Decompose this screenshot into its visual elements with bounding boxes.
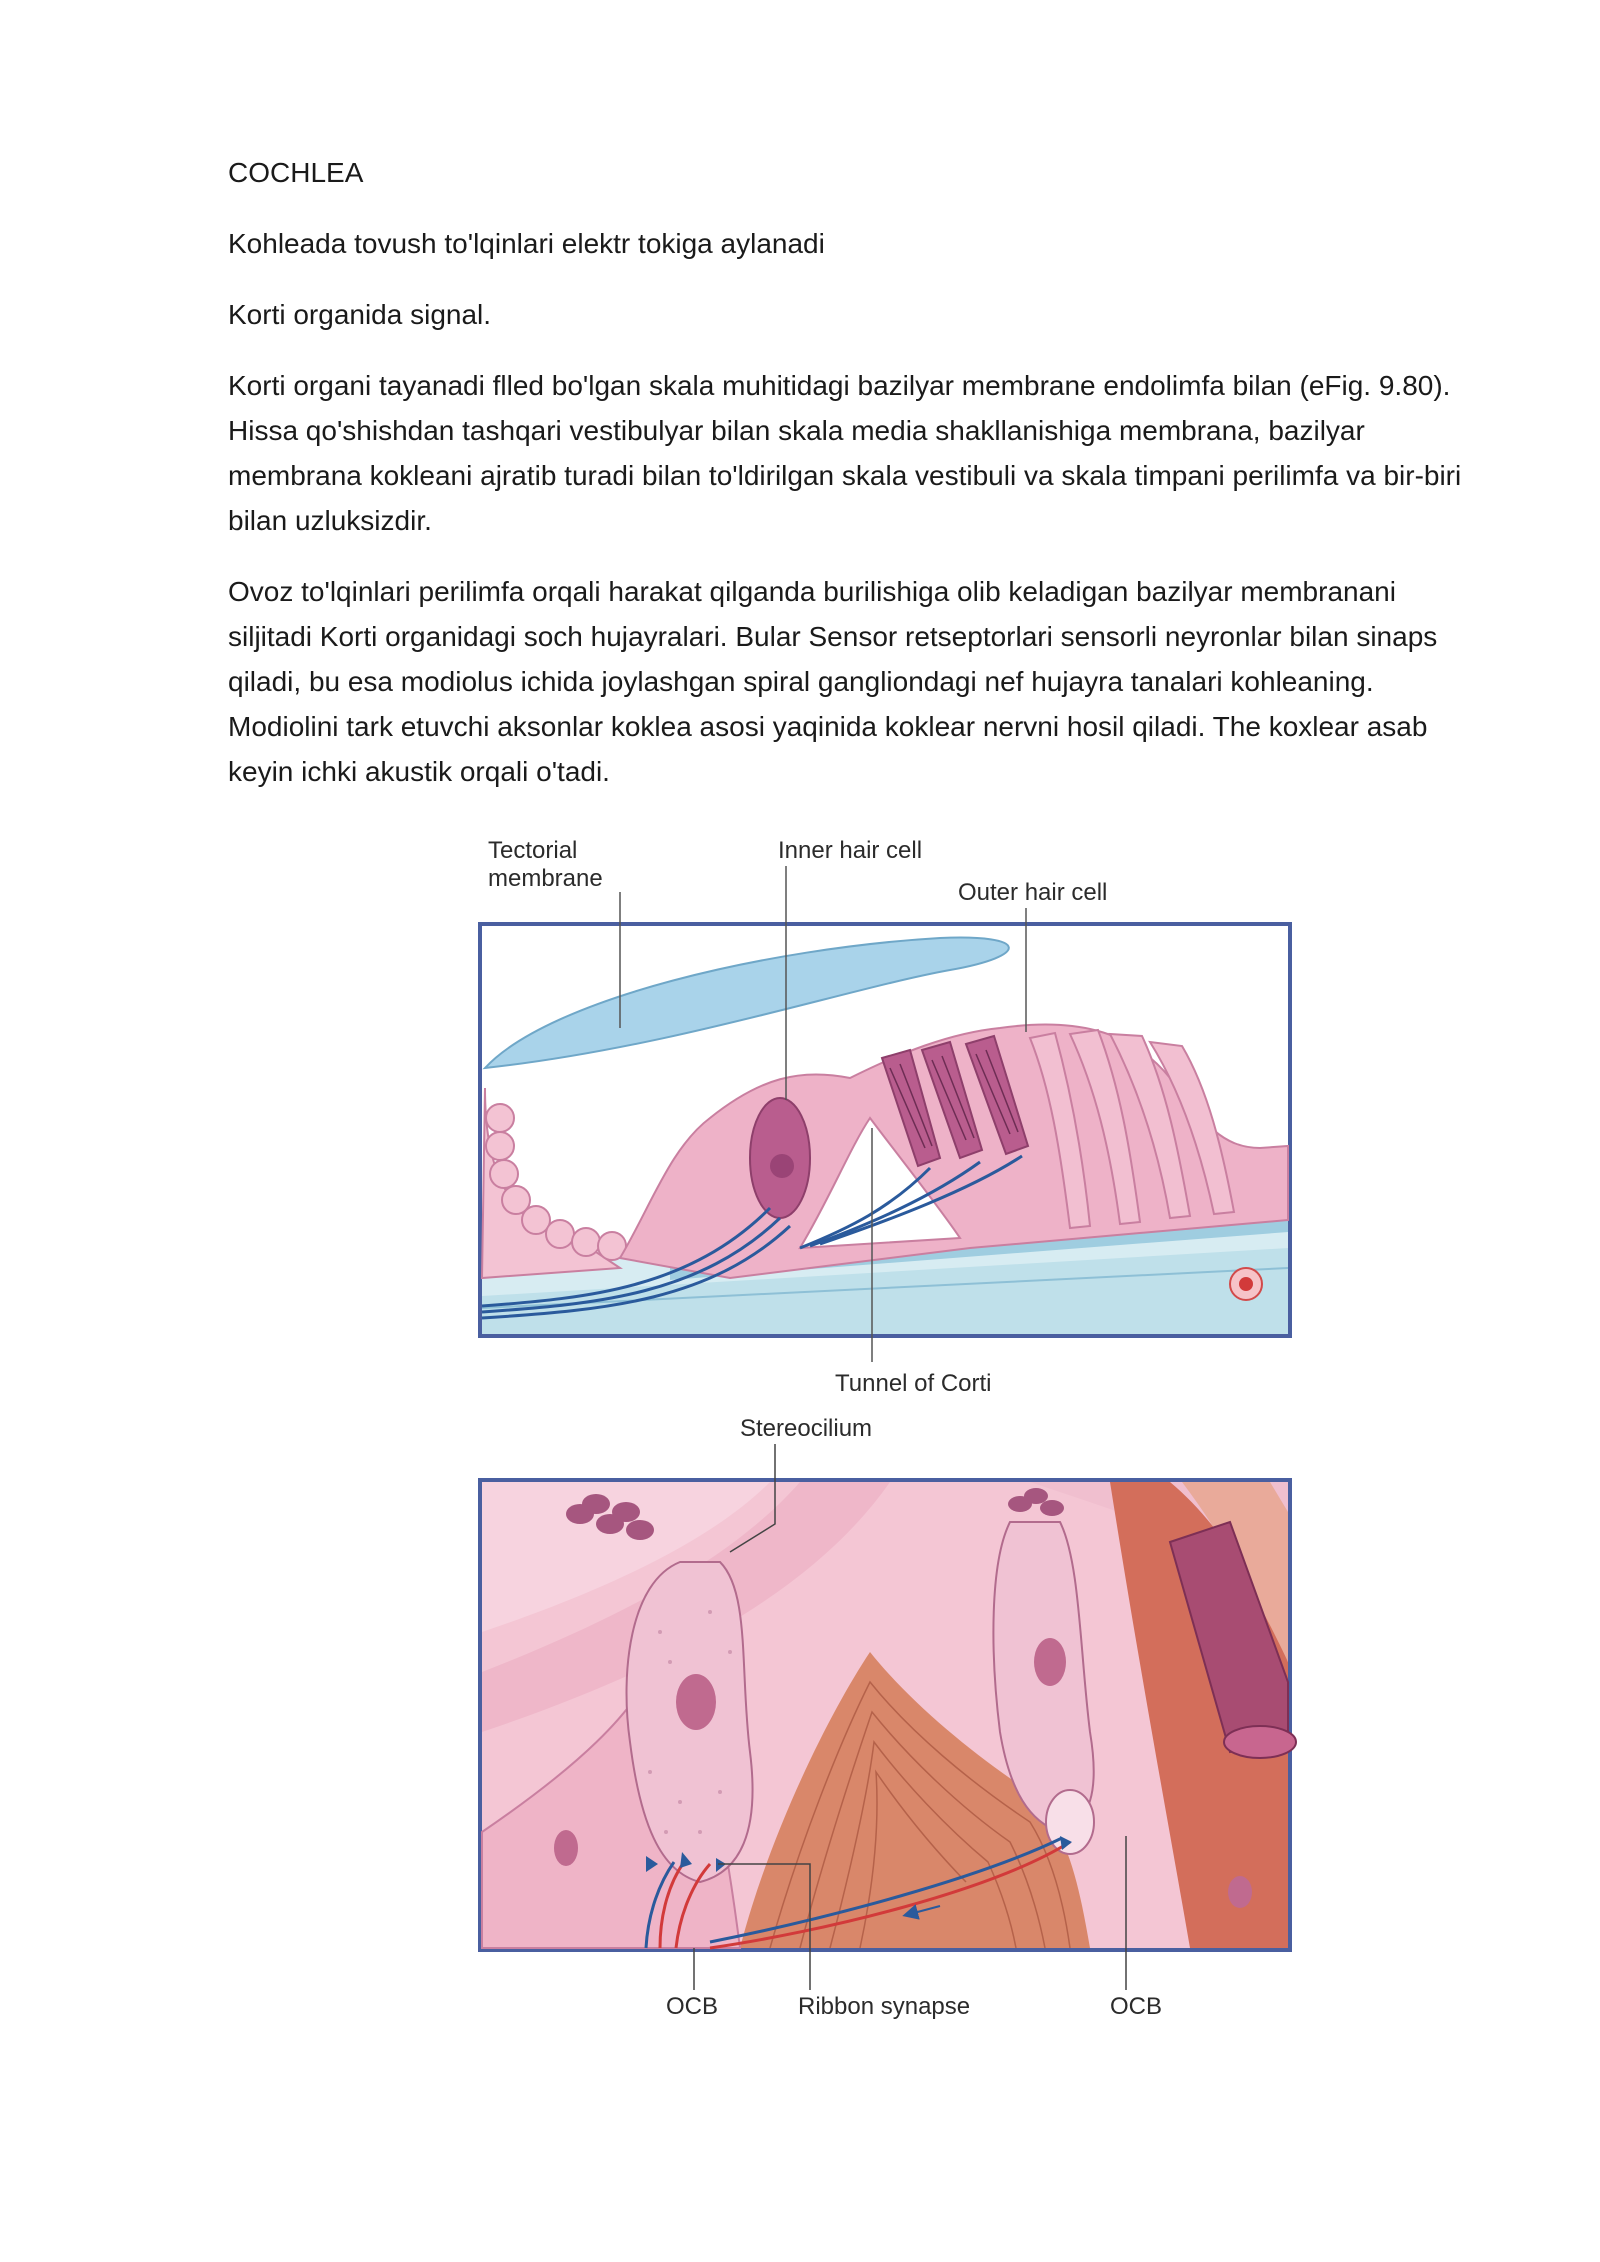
organ-of-corti-figure (470, 828, 1320, 1408)
ocb-label-left: OCB (666, 1993, 719, 2020)
paragraph: Korti organi tayanadi flled bo'lgan skala muhitidagi bazilyar membrane endolimfa bilan (eFig. 9.80). Hissa qo'shishdan tashqari vestibulyar bilan skala media shakllanishiga membrana, bazilyar membrana kokleani ajratib turadi bilan to'ldirilgan skala vestibuli va skala timpani perilimfa va bir-biri bilan uzluksizdir. (228, 370, 1462, 536)
tectorial-membrane-label: Tectorial (488, 837, 578, 864)
inner-hair-cell-label: Inner hair cell (778, 837, 923, 864)
outer-hair-cell-label: Outer hair cell (958, 879, 1108, 906)
paragraph: Korti organida signal. (228, 299, 492, 330)
ribbon-synapse-label: Ribbon synapse (798, 1993, 971, 2020)
document-heading: COCHLEA (228, 157, 364, 188)
ocb-label-right: OCB (1110, 1993, 1163, 2020)
document-body (228, 150, 1478, 820)
paragraph: Ovoz to'lqinlari perilimfa orqali harakat qilganda burilishiga olib keladigan bazilyar membranani siljitadi Korti organidagi soch hujayralari. Bular Sensor retseptorlari sensorli neyronlar bilan sinaps qiladi, bu esa modiolus ichida joylashgan spiral gangliondagi nef hujayra tanalari kohleaning. Modiolini tark etuvchi aksonlar koklea asosi yaqinida koklear nervni hosil qiladi. The koxlear asab keyin ichki akustik orqali o'tadi. (228, 576, 1438, 787)
hair-cell-detail-figure (470, 1412, 1320, 2032)
stereocilium-label: Stereocilium (740, 1415, 873, 1442)
tunnel-of-corti-label: Tunnel of Corti (835, 1370, 992, 1397)
tectorial-membrane-label: membrane (488, 865, 603, 892)
paragraph: Kohleada tovush to'lqinlari elektr tokiga aylanadi (228, 228, 825, 259)
